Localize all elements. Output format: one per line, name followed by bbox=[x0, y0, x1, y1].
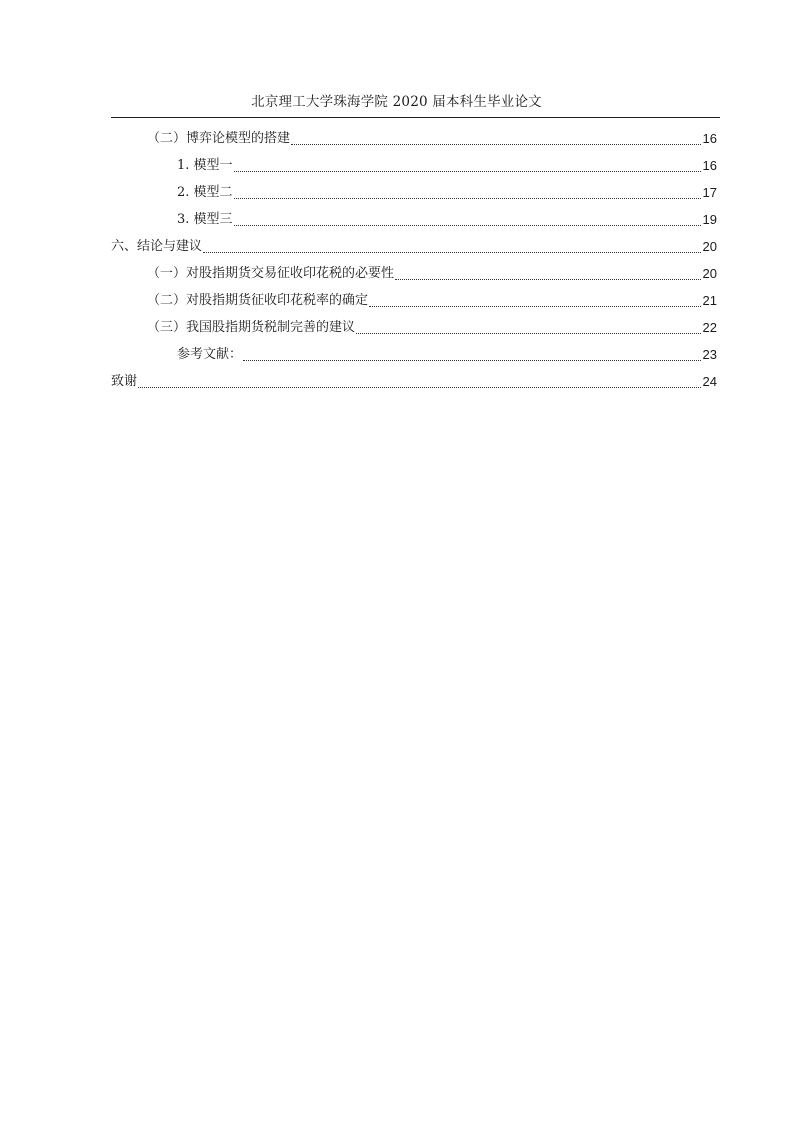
toc-entry-label: 1. 模型一 bbox=[177, 158, 233, 173]
toc-leader-dots bbox=[234, 225, 701, 226]
running-header bbox=[0, 93, 793, 111]
toc-leader-dots bbox=[203, 252, 701, 253]
toc-entry-page: 16 bbox=[702, 131, 717, 146]
toc-entry[interactable] bbox=[111, 338, 717, 365]
toc-entry[interactable] bbox=[111, 311, 717, 338]
toc-entry-label: （二）对股指期货征收印花税率的确定 bbox=[147, 293, 369, 308]
toc-entry[interactable] bbox=[111, 257, 717, 284]
header-title: 北京理工大学珠海学院 2020 届本科生毕业论文 bbox=[251, 94, 542, 110]
toc-entry[interactable] bbox=[111, 122, 717, 149]
toc-entry-page: 16 bbox=[702, 158, 717, 173]
table-of-contents bbox=[111, 122, 717, 392]
toc-entry-page: 23 bbox=[702, 347, 717, 362]
toc-leader-dots bbox=[234, 198, 701, 199]
toc-entry-label: 参考文献： bbox=[177, 347, 243, 362]
toc-entry-page: 20 bbox=[702, 239, 717, 254]
toc-entry-page: 17 bbox=[702, 185, 717, 200]
toc-entry-page: 19 bbox=[702, 212, 717, 227]
toc-entry[interactable] bbox=[111, 284, 717, 311]
toc-leader-dots bbox=[356, 333, 701, 334]
toc-leader-dots bbox=[369, 306, 701, 307]
toc-entry-label: （二）博弈论模型的搭建 bbox=[147, 131, 291, 146]
toc-entry-label: 2. 模型二 bbox=[177, 185, 233, 200]
toc-entry-page: 20 bbox=[702, 266, 717, 281]
toc-entry-label: 致谢 bbox=[111, 374, 138, 389]
toc-entry[interactable] bbox=[111, 176, 717, 203]
toc-entry[interactable] bbox=[111, 203, 717, 230]
toc-entry-label: 3. 模型三 bbox=[177, 212, 233, 227]
toc-entry-page: 22 bbox=[702, 320, 717, 335]
toc-entry-page: 21 bbox=[702, 293, 717, 308]
toc-entry-label: （一）对股指期货交易征收印花税的必要性 bbox=[147, 266, 395, 281]
toc-leader-dots bbox=[234, 171, 701, 172]
toc-leader-dots bbox=[395, 279, 701, 280]
toc-entry-label: 六、结论与建议 bbox=[111, 239, 203, 254]
toc-leader-dots bbox=[291, 144, 701, 145]
toc-entry[interactable] bbox=[111, 230, 717, 257]
toc-entry[interactable] bbox=[111, 149, 717, 176]
toc-entry-label: （三）我国股指期货税制完善的建议 bbox=[147, 320, 356, 335]
toc-entry[interactable] bbox=[111, 365, 717, 392]
header-rule bbox=[111, 117, 720, 118]
toc-leader-dots bbox=[243, 360, 701, 361]
toc-entry-page: 24 bbox=[702, 374, 717, 389]
toc-leader-dots bbox=[138, 387, 701, 388]
